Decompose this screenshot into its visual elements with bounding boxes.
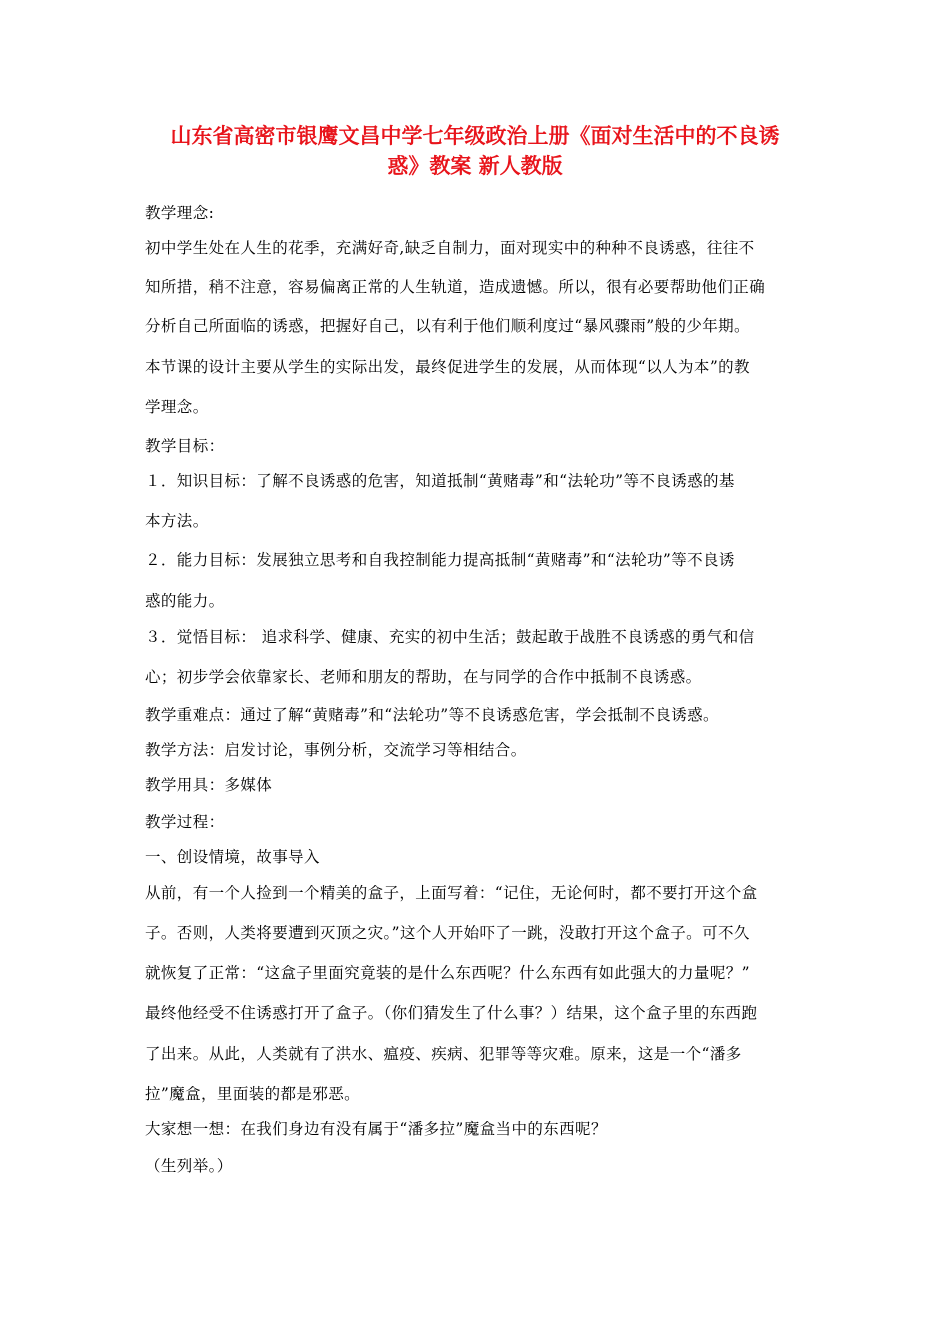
title-line-1: 山东省高密市银鹰文昌中学七年级政治上册《面对生活中的不良诱 bbox=[170, 124, 780, 148]
body-line: ３．觉悟目标： 追求科学、健康、充实的初中生活；鼓起敢于战胜不良诱惑的勇气和信 bbox=[145, 628, 755, 646]
body-line: 了出来。从此，人类就有了洪水、瘟疫、疾病、犯罪等等灾难。原来，这是一个“潘多 bbox=[145, 1045, 742, 1063]
body-line: 初中学生处在人生的花季，充满好奇,缺乏自制力，面对现实中的种种不良诱惑，往往不 bbox=[145, 239, 755, 257]
body-line: 教学重难点：通过了解“黄赌毒”和“法轮功”等不良诱惑危害，学会抵制不良诱惑。 bbox=[145, 706, 719, 724]
body-line: 知所措，稍不注意，容易偏离正常的人生轨道，造成遗憾。所以，很有必要帮助他们正确 bbox=[145, 278, 766, 296]
body-line: 分析自己所面临的诱惑，把握好自己，以有利于他们顺利度过“暴风骤雨”般的少年期。 bbox=[145, 317, 750, 335]
body-line: 惑的能力。 bbox=[145, 592, 225, 610]
body-line: 教学用具：多媒体 bbox=[145, 776, 273, 794]
body-line: 一、创设情境，故事导入 bbox=[145, 848, 320, 866]
body-line: 教学过程： bbox=[145, 813, 225, 831]
body-line: 教学目标： bbox=[145, 437, 225, 455]
body-line: （生列举。） bbox=[145, 1157, 233, 1175]
body-line: １．知识目标：了解不良诱惑的危害，知道抵制“黄赌毒”和“法轮功”等不良诱惑的基 bbox=[145, 472, 735, 490]
body-line: 拉”魔盒，里面装的都是邪恶。 bbox=[145, 1085, 361, 1103]
body-line: 从前，有一个人捡到一个精美的盒子，上面写着：“记住，无论何时，都不要打开这个盒 bbox=[145, 884, 758, 902]
body-line: 本节课的设计主要从学生的实际出发，最终促进学生的发展，从而体现“以人为本”的教 bbox=[145, 358, 750, 376]
body-line: 心；初步学会依靠家长、老师和朋友的帮助，在与同学的合作中抵制不良诱惑。 bbox=[145, 668, 702, 686]
body-line: 最终他经受不住诱惑打开了盒子。（你们猜发生了什么事？）结果，这个盒子里的东西跑 bbox=[145, 1004, 758, 1022]
body-line: ２．能力目标：发展独立思考和自我控制能力提高抵制“黄赌毒”和“法轮功”等不良诱 bbox=[145, 551, 735, 569]
body-line: 学理念。 bbox=[145, 398, 209, 416]
title-line-2: 惑》教案 新人教版 bbox=[387, 154, 563, 178]
body-line: 教学方法：启发讨论，事例分析，交流学习等相结合。 bbox=[145, 741, 527, 759]
document-title bbox=[140, 121, 810, 181]
body-line: 本方法。 bbox=[145, 512, 209, 530]
body-line: 大家想一想：在我们身边有没有属于“潘多拉”魔盒当中的东西呢？ bbox=[145, 1120, 607, 1138]
body-line: 就恢复了正常：“这盒子里面究竟装的是什么东西呢？什么东西有如此强大的力量呢？” bbox=[145, 964, 750, 982]
body-line: 教学理念: bbox=[145, 204, 215, 222]
body-line: 子。否则，人类将要遭到灭顶之灾。”这个人开始吓了一跳，没敢打开这个盒子。可不久 bbox=[145, 924, 750, 942]
